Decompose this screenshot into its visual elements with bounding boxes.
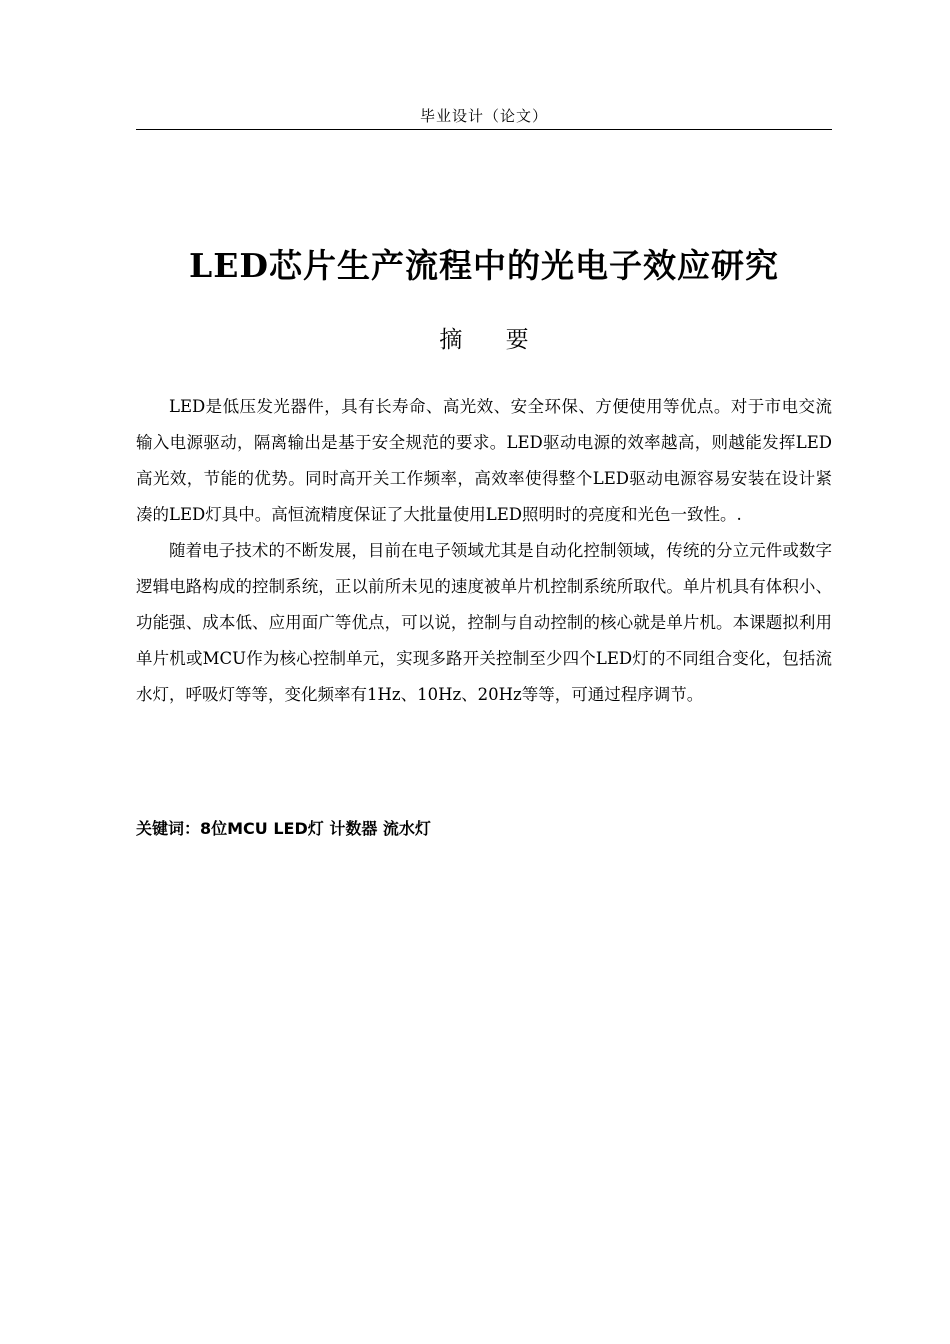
abstract-paragraph-2: 随着电子技术的不断发展，目前在电子领域尤其是自动化控制领域，传统的分立元件或数字逻辑电路构成的控制系统，正以前所未见的速度被单片机控制系统所取代。单片机具有体积小、功能强、成本低、应用面广等优点，可以说，控制与自动控制的核心就是单片机。本课题拟利用单片机或MCU作为核心控制单元，实现多路开关控制至少四个LED灯的不同组合变化，包括流水灯，呼吸灯等等，变化频率有1Hz、10Hz、20Hz等等，可通过程序调节。	[136, 541, 832, 704]
abstract-heading: 摘 要	[439, 327, 547, 353]
document-title: LED芯片生产流程中的光电子效应研究	[189, 246, 779, 285]
abstract-body	[136, 389, 832, 713]
page-header: 毕业设计（论文）	[136, 103, 832, 130]
abstract-paragraph-1: LED是低压发光器件，具有长寿命、高光效、安全环保、方便使用等优点。对于市电交流输入电源驱动，隔离输出是基于安全规范的要求。LED驱动电源的效率越高，则越能发挥LED高光效，节能的优势。同时高开关工作频率，高效率使得整个LED驱动电源容易安装在设计紧凑的LED灯具中。高恒流精度保证了大批量使用LED照明时的亮度和光色一致性。.	[136, 397, 832, 524]
keywords-line: 关键词：8位MCU LED灯 计数器 流水灯	[136, 819, 431, 838]
